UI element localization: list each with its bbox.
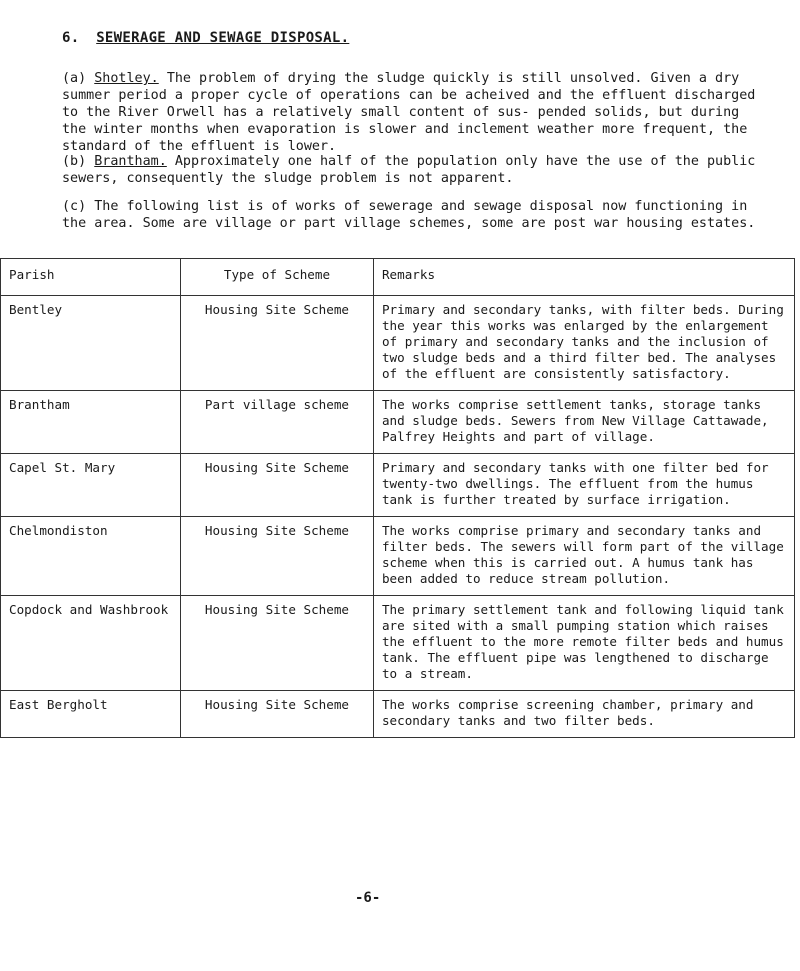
remarks-cell: The works comprise screening chamber, primary and secondary tanks and two filter beds. [373,691,794,738]
parish-cell: Brantham [1,391,181,454]
scheme-type-cell: Housing Site Scheme [180,596,373,691]
scheme-type-cell: Housing Site Scheme [180,454,373,517]
paragraph-b [62,153,762,187]
table-row [1,596,795,691]
column-header-type: Type of Scheme [180,259,373,296]
section-title: SEWERAGE AND SEWAGE DISPOSAL. [96,30,350,46]
paragraph-text: The following list is of works of sewerage and sewage disposal now functioning in the area. Some are village or part village schemes, some are post war housing estates. [62,199,756,231]
remarks-cell: The works comprise settlement tanks, storage tanks and sludge beds. Sewers from New Village Cattawade, Palfrey Heights and part of village. [373,391,794,454]
remarks-cell: Primary and secondary tanks with one filter bed for twenty-two dwellings. The effluent from the humus tank is further treated by surface irrigation. [373,454,794,517]
sewage-works-table [0,258,795,738]
table-row [1,454,795,517]
table-row [1,391,795,454]
paragraph-marker: (a) [62,71,87,86]
paragraph-text: The problem of drying the sludge quickly is still unsolved. Given a dry summer period a proper cycle of operations can be acheived and the effluent discharged to the River Orwell has a relatively small content of sus- pended solids, but during the winter months when evaporation is slower and inclement weather more frequent, the standard of the effluent is lower. [62,71,756,154]
parish-cell: Capel St. Mary [1,454,181,517]
table-row [1,296,795,391]
parish-cell: Chelmondiston [1,517,181,596]
scheme-type-cell: Housing Site Scheme [180,691,373,738]
column-header-parish: Parish [1,259,181,296]
section-number: 6. [62,30,80,46]
scheme-type-cell: Part village scheme [180,391,373,454]
paragraph-marker: (c) [62,199,87,214]
page-number: -6- [355,890,381,906]
parish-cell: East Bergholt [1,691,181,738]
column-header-remarks: Remarks [373,259,794,296]
remarks-cell: Primary and secondary tanks, with filter beds. During the year this works was enlarged by the enlargement of primary and secondary tanks and the inclusion of two sludge beds and a third filter bed. The analyses of the effluent are consistently satisfactory. [373,296,794,391]
table-row [1,691,795,738]
remarks-cell: The primary settlement tank and following liquid tank are sited with a small pumping station which raises the effluent to the more remote filter beds and humus tank. The effluent pipe was lengthened to discharge to a stream. [373,596,794,691]
paragraph-a [62,70,762,155]
parish-cell: Bentley [1,296,181,391]
paragraph-c [62,198,762,232]
scheme-type-cell: Housing Site Scheme [180,517,373,596]
paragraph-marker: (b) [62,154,87,169]
section-heading [62,30,349,46]
paragraph-text: Approximately one half of the population only have the use of the public sewers, consequently the sludge problem is not apparent. [62,154,756,186]
remarks-cell: The works comprise primary and secondary tanks and filter beds. The sewers will form part of the village scheme when this is carried out. A humus tank has been added to reduce stream pollution. [373,517,794,596]
parish-cell: Copdock and Washbrook [1,596,181,691]
scheme-type-cell: Housing Site Scheme [180,296,373,391]
table-row [1,517,795,596]
table-header-row [1,259,795,296]
paragraph-label: Shotley. [94,71,159,86]
paragraph-label: Brantham. [94,154,167,169]
